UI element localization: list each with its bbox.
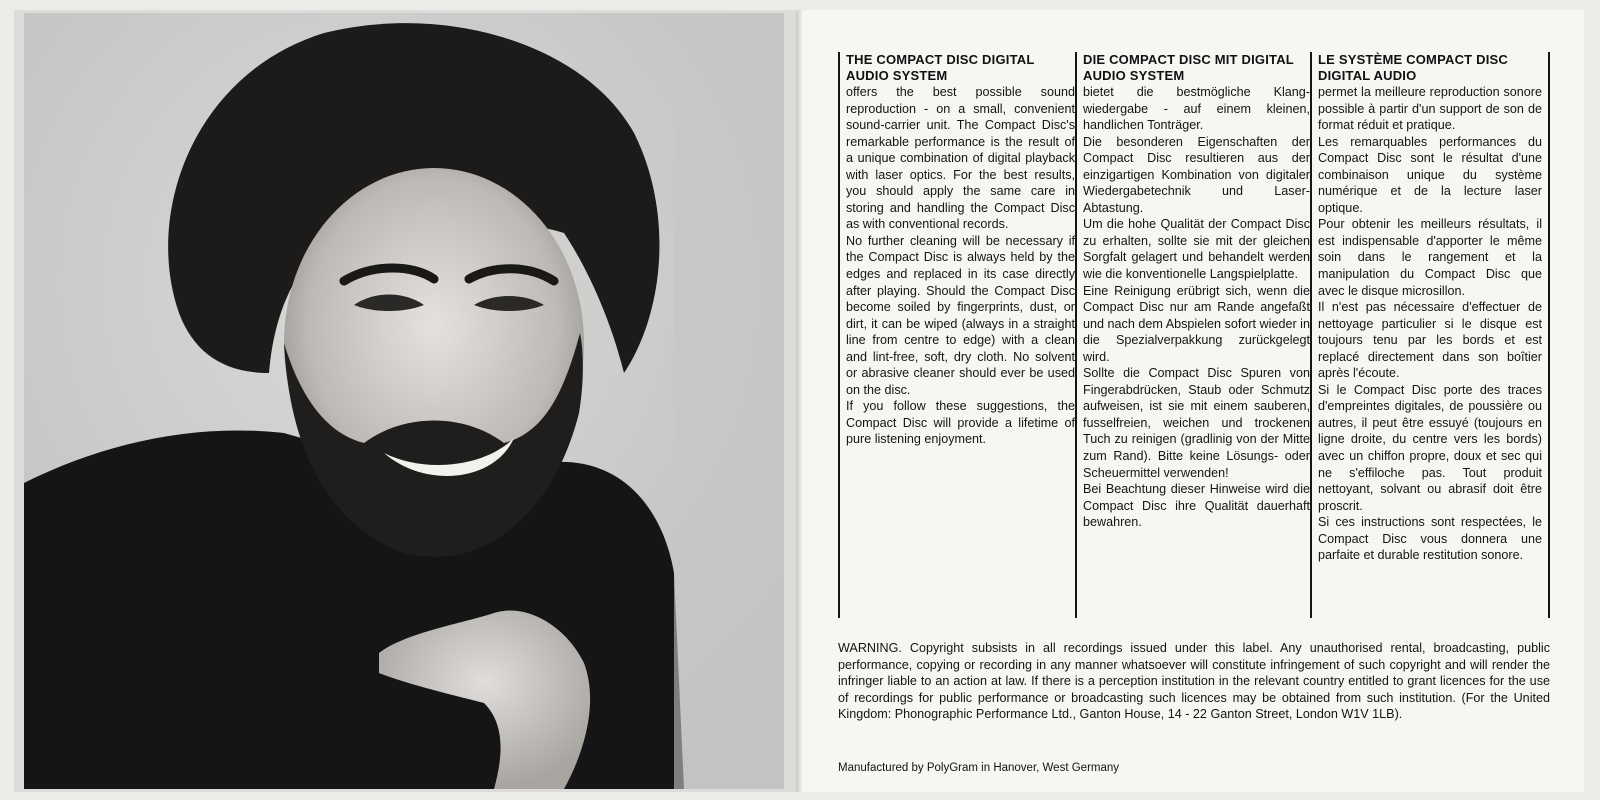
portrait-photo-icon	[24, 13, 784, 789]
column-french	[1310, 52, 1550, 618]
column-english-paragraph: No further cleaning will be necessary if the Compact Disc is always held by the edges and replaced in its case directly after playing. Should the Compact Disc become soiled by fingerprints, dust, or dirt, it can be wiped (always in a straight line from centre to edge) with a clean and lint-free, soft, dry cloth. No solvent or abrasive cleaner should ever be used on the disc.	[846, 233, 1075, 397]
column-french-paragraph: Si le Compact Disc porte des traces d'empreintes digitales, de poussière ou autres, il peut être essuyé (toujours en ligne droite, du centre vers les bords) avec un chiffon propre, doux et sec qui ne s'effiloche pas. Tout produit nettoyant, solvant ou abrasif doit être proscrit.	[1318, 382, 1542, 513]
manufacturer-note: Manufactured by PolyGram in Hanover, West Germany	[838, 762, 1120, 774]
column-english-paragraph: If you follow these suggestions, the Compact Disc will provide a lifetime of pure listening enjoyment.	[846, 399, 1075, 447]
column-german-paragraph: Bei Beachtung dieser Hinweise wird die Compact Disc ihre Qualität dauerhaft bewahren.	[1083, 482, 1310, 530]
column-german-paragraph: Um die hohe Qualität der Compact Disc zu erhalten, sollte sie mit der gleichen Sorgfalt gelagert und behandelt werden wie die konventionelle Langspielplatte.	[1083, 217, 1310, 282]
column-german	[1075, 52, 1310, 618]
column-german-title: DIE COMPACT DISC MIT DIGITAL AUDIO SYSTEM	[1083, 52, 1294, 83]
column-german-paragraph: Eine Reinigung erübrigt sich, wenn die Compact Disc nur am Rande angefaßt und nach dem Abspielen sofort wieder in die Spezialverpakkung zurückgelegt wird.	[1083, 283, 1310, 364]
column-english	[838, 52, 1075, 618]
portrait-photo	[24, 13, 784, 789]
column-german-paragraph: Sollte die Compact Disc Spuren von Fingerabdrücken, Staub oder Schmutz aufweisen, ist sie mit einem sauberen, fusselfreien, weichen und trockenen Tuch zu reinigen (gradlinig von der Mitte zum Rand). Bitte keine Lösungs- oder Scheuermittel verwenden!	[1083, 366, 1310, 480]
column-french-paragraph: Il n'est pas nécessaire d'effectuer de nettoyage particulier si le disque est toujours tenu par les bords et est replacé directement dans son boîtier après l'écoute.	[1318, 300, 1542, 381]
column-french-paragraph: Les remarquables performances du Compact Disc sont le résultat d'une combinaison unique du système numérique et de la lecture laser optique.	[1318, 134, 1542, 215]
column-german-paragraph: Die besonderen Eigenschaften der Compact Disc resultieren aus der einzigartigen Kombination von digitaler Wiedergabetechnik und Laser-Abtastung.	[1083, 134, 1310, 215]
column-english-title: THE COMPACT DISC DIGITAL AUDIO SYSTEM	[846, 52, 1035, 83]
copyright-warning: WARNING. Copyright subsists in all recordings issued under this label. Any unauthorised rental, broadcasting, public performance, copying or recording in any manner whatsoever will constitute infringement of such copyright and will render the infringer liable to an action at law. If there is a perception institution in the relevant country entitled to grant licences for the use of recordings for public performance or broadcasting such licences may be obtained from such institution. (For the United Kingdom: Phonographic Performance Ltd., Ganton House, 14 - 22 Ganton Street, London W1V 1LB).	[838, 641, 1550, 721]
column-french-paragraph: Pour obtenir les meilleurs résultats, il est indispensable d'apporter le même soin dans le rangement et la manipulation du Compact Disc que avec le disque microsillon.	[1318, 217, 1542, 298]
right-page	[802, 10, 1584, 792]
column-french-title: LE SYSTÈME COMPACT DISC DIGITAL AUDIO	[1318, 52, 1508, 83]
column-german-paragraph: bietet die bestmögliche Klangwiedergabe - auf einem kleinen, handlichen Tonträger.	[1083, 85, 1310, 133]
column-french-paragraph: Si ces instructions sont respectées, le Compact Disc vous donnera une parfaite et durable restitution sonore.	[1318, 515, 1542, 563]
column-french-paragraph: permet la meilleure reproduction sonore possible à partir d'un support de son de format réduit et pratique.	[1318, 85, 1542, 133]
language-columns	[838, 52, 1550, 618]
left-page	[14, 10, 796, 792]
column-english-paragraph: offers the best possible sound reproduction - on a small, convenient sound-carrier unit. The Compact Disc's remarkable performance is the result of a unique combination of digital playback with laser optics. For the best results, you should apply the same care in storing and handling the Compact Disc as with conventional records.	[846, 85, 1075, 232]
